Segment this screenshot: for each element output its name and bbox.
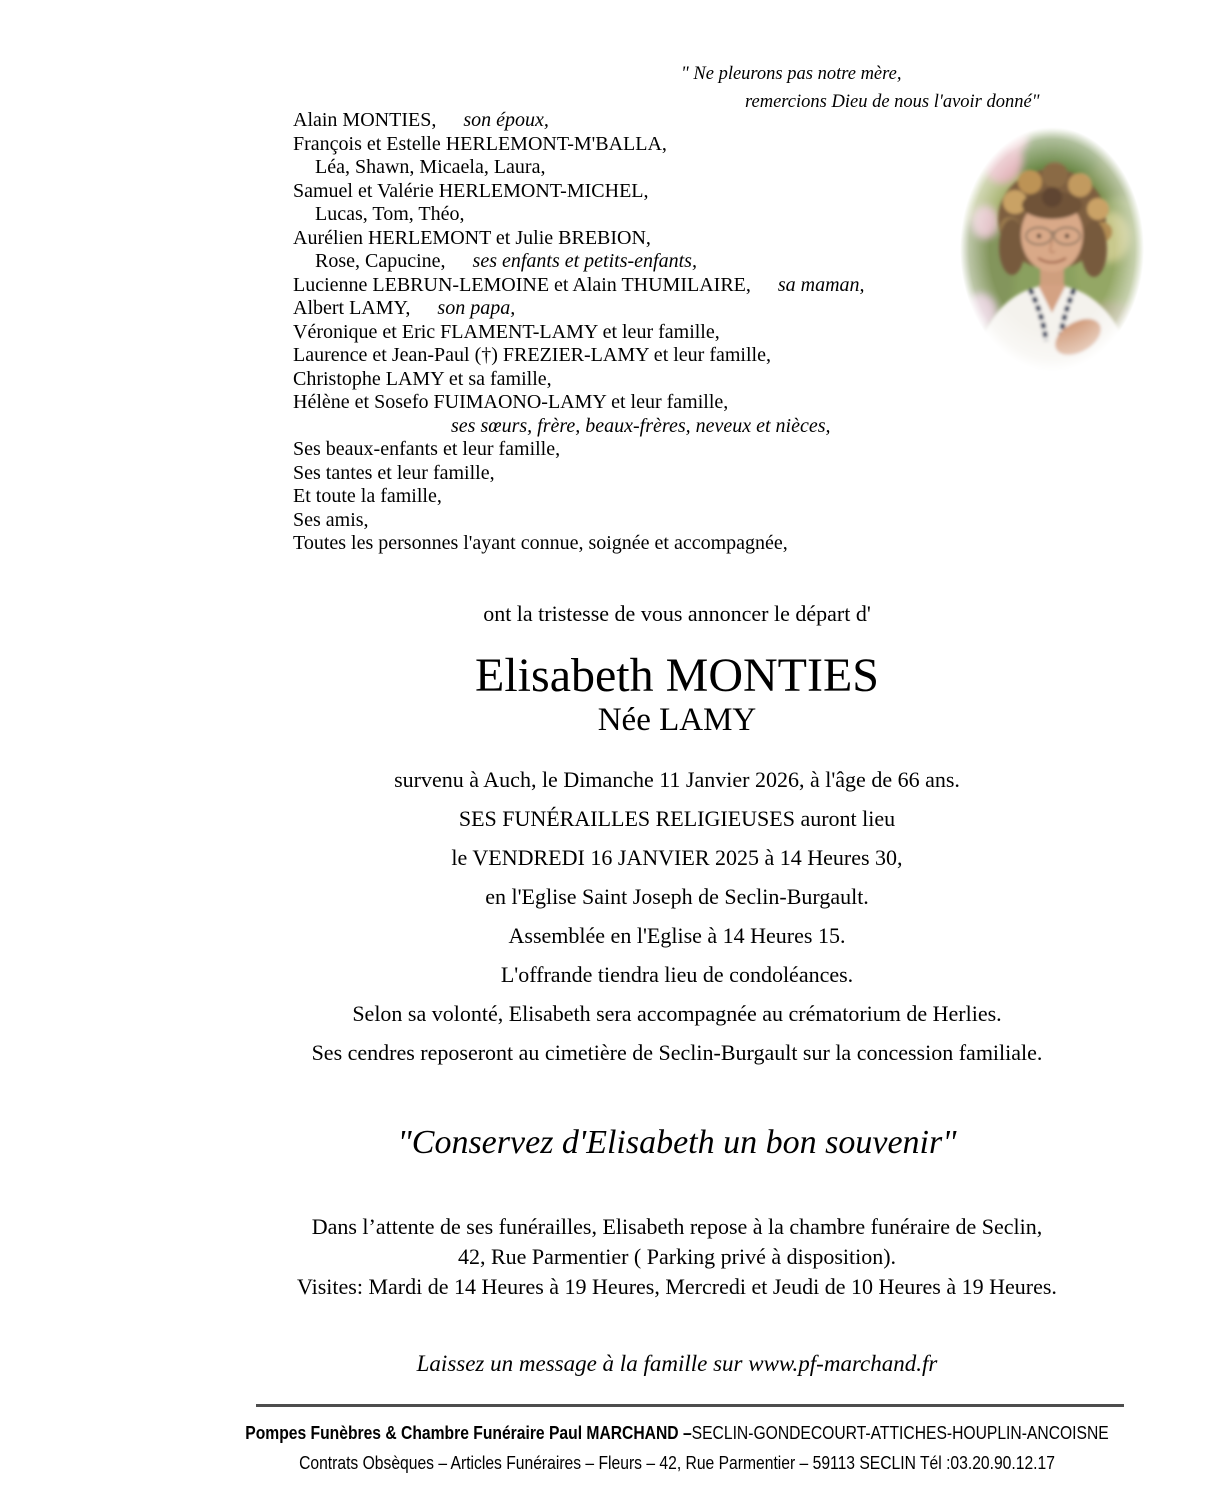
detail-line: survenu à Auch, le Dimanche 11 Janvier 2026, à l'âge de 66 ans. — [394, 766, 960, 792]
family-line — [293, 438, 1214, 462]
family-names: Albert LAMY, — [293, 297, 411, 319]
detail-line: Selon sa volonté, Elisabeth sera accompagnée au crématorium de Herlies. — [352, 1000, 1002, 1026]
funeral-home-visit-info — [140, 1212, 1214, 1302]
detail-line: en l'Eglise Saint Joseph de Seclin-Burgault. — [485, 883, 869, 909]
family-names: Aurélien HERLEMONT et Julie BREBION, — [293, 226, 651, 249]
family-names: Lucienne LEBRUN-LEMOINE et Alain THUMILAIRE, — [293, 273, 751, 296]
portrait-photo — [960, 127, 1144, 371]
family-names: Alain MONTIES, — [293, 109, 437, 131]
family-names: Rose, Capucine, — [315, 250, 446, 272]
family-names: Toutes les personnes l'ayant connue, soignée et accompagnée, — [293, 532, 788, 554]
maiden-name: Née LAMY — [597, 701, 757, 738]
family-names: Véronique et Eric FLAMENT-LAMY et leur famille, — [293, 320, 720, 343]
footer-company-line — [210, 1418, 1144, 1448]
chamber-line: Dans l’attente de ses funérailles, Elisabeth repose à la chambre funéraire de Seclin, — [311, 1213, 1043, 1239]
family-line — [293, 415, 1214, 439]
family-names: Laurence et Jean-Paul (†) FREZIER-LAMY et leur famille, — [293, 344, 771, 366]
family-names: Christophe LAMY et sa famille, — [293, 367, 552, 390]
relationship-label: son époux, — [463, 109, 549, 131]
family-line — [293, 532, 1214, 556]
family-names: Ses amis, — [293, 508, 369, 531]
family-names: Et toute la famille, — [293, 485, 442, 507]
footer-company-cities: SECLIN-GONDECOURT-ATTICHES-HOUPLIN-ANCOISNE — [691, 1422, 1109, 1443]
divider-line — [256, 1404, 1124, 1407]
deceased-name: Elisabeth MONTIES — [475, 648, 879, 702]
chamber-line: Visites: Mardi de 14 Heures à 19 Heures, Mercredi et Jeudi de 10 Heures à 19 Heures. — [297, 1273, 1057, 1299]
detail-line: le VENDREDI 16 JANVIER 2025 à 14 Heures 30, — [451, 844, 903, 870]
memorial-quote: "Conservez d'Elisabeth un bon souvenir" — [397, 1123, 957, 1161]
opening-quote-line1: " Ne pleurons pas notre mère, — [681, 64, 902, 84]
intro-line: ont la tristesse de vous annoncer le départ d' — [483, 600, 871, 626]
chamber-line: 42, Rue Parmentier ( Parking privé à disposition). — [457, 1243, 897, 1269]
family-line — [293, 485, 1214, 509]
family-names: Ses tantes et leur famille, — [293, 461, 495, 484]
detail-line: Ses cendres reposeront au cimetière de Seclin-Burgault sur la concession familiale. — [311, 1039, 1043, 1065]
family-names: Samuel et Valérie HERLEMONT-MICHEL, — [293, 179, 649, 202]
footer-services-line: Contrats Obsèques – Articles Funéraires – Fleurs – 42, Rue Parmentier – 59113 SECLIN Tél :03.20.90.12.17 — [299, 1452, 1055, 1473]
website-message-line: Laissez un message à la famille sur www.pf-marchand.fr — [416, 1350, 938, 1376]
family-line — [293, 391, 1214, 415]
family-line — [293, 509, 1214, 533]
family-names: Lucas, Tom, Théo, — [315, 203, 465, 225]
family-names: Ses beaux-enfants et leur famille, — [293, 438, 561, 460]
detail-line: L'offrande tiendra lieu de condoléances. — [500, 961, 854, 987]
relationship-label: ses sœurs, frère, beaux-frères, neveux et nièces, — [451, 414, 831, 437]
opening-quote-line2: remercions Dieu de nous l'avoir donné" — [745, 92, 1040, 112]
opening-quote — [681, 60, 1039, 116]
family-line — [293, 462, 1214, 486]
relationship-label: ses enfants et petits-enfants, — [472, 250, 697, 272]
relationship-label: son papa, — [437, 297, 516, 319]
family-line — [293, 368, 1214, 392]
relationship-label: sa maman, — [777, 273, 865, 296]
family-names: Léa, Shawn, Micaela, Laura, — [315, 156, 546, 178]
footer — [140, 1418, 1214, 1478]
family-names: François et Estelle HERLEMONT-M'BALLA, — [293, 132, 667, 155]
family-names: Hélène et Sosefo FUIMAONO-LAMY et leur famille, — [293, 391, 729, 413]
footer-company-name: Pompes Funèbres & Chambre Funéraire Paul MARCHAND – — [245, 1422, 692, 1443]
detail-line: Assemblée en l'Eglise à 14 Heures 15. — [508, 922, 846, 948]
detail-line: SES FUNÉRAILLES RELIGIEUSES auront lieu — [458, 805, 896, 831]
ceremony-details — [140, 767, 1214, 1066]
